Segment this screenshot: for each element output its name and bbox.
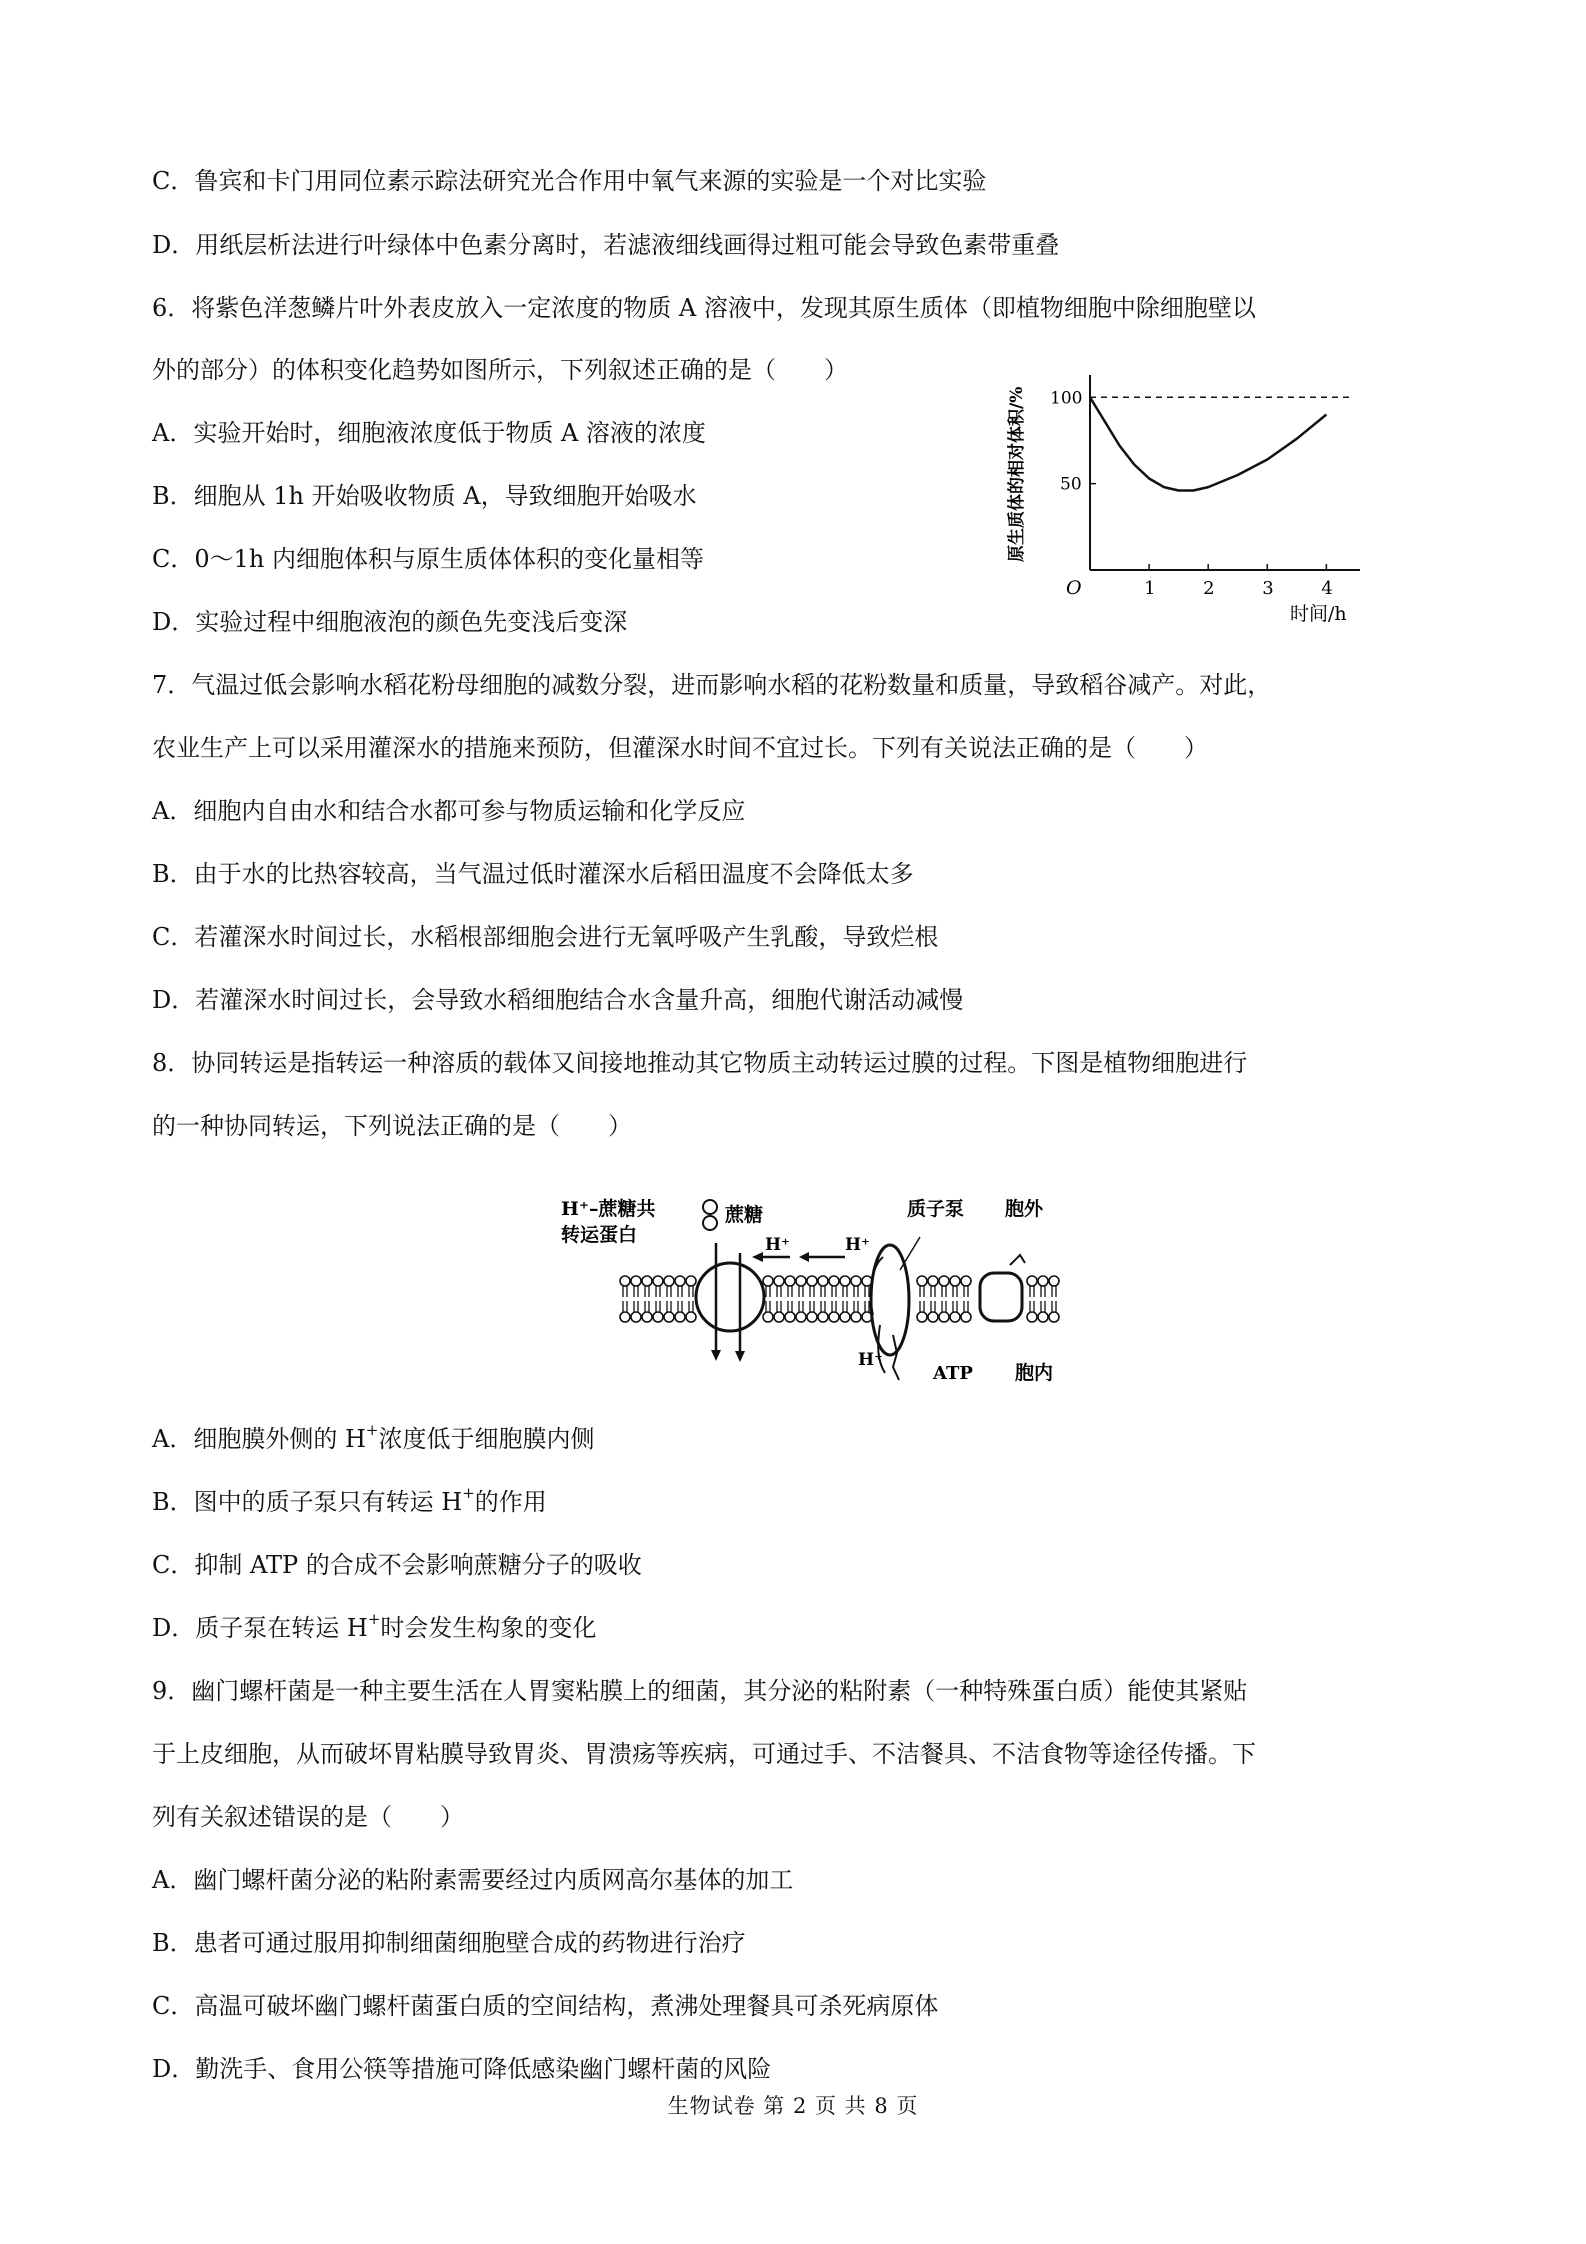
phospholipid-head: [785, 1312, 795, 1322]
h-label-bottom: H⁺: [858, 1350, 884, 1370]
phospholipid-head: [928, 1312, 938, 1322]
q9-option-d: D．勤洗手、食用公筷等措施可降低感染幽门螺杆菌的风险: [152, 2055, 772, 2083]
phospholipid-head: [950, 1312, 960, 1322]
q6-option-d: D．实验过程中细胞液泡的颜色先变浅后变深: [152, 608, 628, 636]
phospholipid-tail: [667, 1301, 671, 1312]
phospholipid-head: [950, 1276, 960, 1286]
q7-option-c: C．若灌深水时间过长，水稻根部细胞会进行无氧呼吸产生乳酸，导致烂根: [152, 923, 939, 951]
phospholipid-head: [939, 1312, 949, 1322]
cotransporter-label-1: H⁺–蔗糖共: [561, 1198, 656, 1220]
phospholipid-tail: [656, 1301, 660, 1312]
phospholipid-tail: [667, 1286, 671, 1297]
phospholipid-tail: [821, 1286, 825, 1297]
phospholipid-head: [686, 1276, 696, 1286]
membrane-protein: [980, 1273, 1022, 1321]
phospholipid-tail: [799, 1286, 803, 1297]
q7-stem-line1: 7．气温过低会影响水稻花粉母细胞的减数分裂，进而影响水稻的花粉数量和质量，导致稻谷减产。对此，: [152, 671, 1272, 699]
q7-option-b: B．由于水的比热容较高，当气温过低时灌深水后稻田温度不会降低太多: [152, 860, 914, 888]
phospholipid-head: [774, 1276, 784, 1286]
phospholipid-head: [620, 1276, 630, 1286]
x-tick-label: 3: [1262, 578, 1274, 599]
phospholipid-tail: [766, 1301, 770, 1312]
phospholipid-head: [642, 1312, 652, 1322]
q9-stem-line1: 9．幽门螺杆菌是一种主要生活在人胃窦粘膜上的细菌，其分泌的粘附素（一种特殊蛋白质）能使其紧贴: [152, 1677, 1248, 1705]
y-tick-label: 100: [1050, 388, 1083, 409]
phospholipid-tail: [931, 1286, 935, 1297]
phospholipid-head: [796, 1276, 806, 1286]
phospholipid-tail: [623, 1301, 627, 1312]
sucrose-molecule-icon: [703, 1200, 717, 1214]
phospholipid-tail: [777, 1301, 781, 1312]
q9-option-b: B．患者可通过服用抑制细菌细胞壁合成的药物进行治疗: [152, 1929, 746, 1957]
q5-option-d: D．用纸层析法进行叶绿体中色素分离时，若滤液细线画得过粗可能会导致色素带重叠: [152, 231, 1060, 259]
phospholipid-tail: [777, 1286, 781, 1297]
phospholipid-tail: [634, 1301, 638, 1312]
q9-stem-line2: 于上皮细胞，从而破坏胃粘膜导致胃炎、胃溃疡等疾病，可通过手、不洁餐具、不洁食物等途径传播。下: [152, 1740, 1256, 1768]
phospholipid-head: [796, 1312, 806, 1322]
phospholipid-tail: [1052, 1301, 1056, 1312]
proton-pump-label: 质子泵: [907, 1198, 965, 1220]
proton-pump: [871, 1245, 909, 1355]
phospholipid-tail: [1030, 1286, 1034, 1297]
phospholipid-tail: [942, 1286, 946, 1297]
q9-stem-line3: 列有关叙述错误的是（ ）: [152, 1803, 464, 1831]
q8-option-a: A．细胞膜外侧的 H+浓度低于细胞膜内侧: [152, 1421, 595, 1453]
phospholipid-tail: [788, 1286, 792, 1297]
phospholipid-tail: [1052, 1286, 1056, 1297]
phospholipid-tail: [953, 1286, 957, 1297]
phospholipid-tail: [832, 1286, 836, 1297]
phospholipid-tail: [810, 1286, 814, 1297]
phospholipid-head: [917, 1312, 927, 1322]
y-axis-label: 原生质体的相对体积/%: [1007, 386, 1027, 562]
phospholipid-tail: [678, 1301, 682, 1312]
x-tick-label: 1: [1144, 578, 1156, 599]
phospholipid-tail: [942, 1301, 946, 1312]
h-label-left: H⁺: [765, 1235, 791, 1255]
phospholipid-head: [1049, 1276, 1059, 1286]
phospholipid-head: [675, 1312, 685, 1322]
q6-stem-line2: 外的部分）的体积变化趋势如图所示，下列叙述正确的是（ ）: [152, 356, 848, 384]
x-tick-label: 2: [1203, 578, 1215, 599]
phospholipid-tail: [788, 1301, 792, 1312]
phospholipid-tail: [678, 1286, 682, 1297]
phospholipid-head: [763, 1276, 773, 1286]
phospholipid-head: [675, 1276, 685, 1286]
phospholipid-head: [851, 1276, 861, 1286]
phospholipid-head: [1027, 1312, 1037, 1322]
x-tick-label: 4: [1321, 578, 1333, 599]
phospholipid-head: [620, 1312, 630, 1322]
phospholipid-tail: [656, 1286, 660, 1297]
phospholipid-tail: [645, 1301, 649, 1312]
phospholipid-head: [763, 1312, 773, 1322]
q6-option-b: B．细胞从 1h 开始吸收物质 A，导致细胞开始吸水: [152, 482, 697, 510]
phospholipid-tail: [810, 1301, 814, 1312]
phospholipid-head: [653, 1276, 663, 1286]
phospholipid-tail: [920, 1301, 924, 1312]
phospholipid-tail: [964, 1301, 968, 1312]
phospholipid-tail: [854, 1301, 858, 1312]
phospholipid-head: [653, 1312, 663, 1322]
x-axis-label: 时间/h: [1290, 603, 1347, 625]
q7-stem-line2: 农业生产上可以采用灌深水的措施来预防，但灌深水时间不宜过长。下列有关说法正确的是（ ）: [152, 734, 1208, 762]
phospholipid-tail: [623, 1286, 627, 1297]
phospholipid-head: [851, 1312, 861, 1322]
q6-stem-line1: 6．将紫色洋葱鳞片叶外表皮放入一定浓度的物质 A 溶液中，发现其原生质体（即植物细胞中除细胞壁以: [152, 294, 1256, 322]
phospholipid-tail: [634, 1286, 638, 1297]
q8-option-c: C．抑制 ATP 的合成不会影响蔗糖分子的吸收: [152, 1551, 642, 1579]
phospholipid-head: [917, 1276, 927, 1286]
data-series-line: [1090, 397, 1326, 490]
phospholipid-head: [840, 1312, 850, 1322]
y-tick-label: 50: [1060, 474, 1082, 495]
phospholipid-head: [631, 1276, 641, 1286]
phospholipid-head: [1027, 1276, 1037, 1286]
phospholipid-head: [840, 1276, 850, 1286]
q8-option-b: B．图中的质子泵只有转运 H+的作用: [152, 1484, 547, 1516]
phospholipid-head: [829, 1276, 839, 1286]
phospholipid-tail: [920, 1286, 924, 1297]
q7-option-d: D．若灌深水时间过长，会导致水稻细胞结合水含量升高，细胞代谢活动减慢: [152, 986, 964, 1014]
phospholipid-head: [928, 1276, 938, 1286]
phospholipid-head: [818, 1312, 828, 1322]
phospholipid-tail: [799, 1301, 803, 1312]
q9-option-c: C．高温可破坏幽门螺杆菌蛋白质的空间结构，煮沸处理餐具可杀死病原体: [152, 1992, 939, 2020]
phospholipid-head: [686, 1312, 696, 1322]
phospholipid-head: [818, 1276, 828, 1286]
phospholipid-head: [807, 1312, 817, 1322]
phospholipid-head: [939, 1276, 949, 1286]
phospholipid-head: [807, 1276, 817, 1286]
phospholipid-tail: [931, 1301, 935, 1312]
origin-label: O: [1066, 577, 1082, 599]
phospholipid-tail: [821, 1301, 825, 1312]
phospholipid-head: [642, 1276, 652, 1286]
h-label-right: H⁺: [845, 1235, 871, 1255]
q7-option-a: A．细胞内自由水和结合水都可参与物质运输和化学反应: [152, 797, 746, 825]
sucrose-label: 蔗糖: [725, 1204, 764, 1226]
phospholipid-tail: [766, 1286, 770, 1297]
phospholipid-tail: [645, 1286, 649, 1297]
phospholipid-tail: [865, 1286, 869, 1297]
q8-stem-line2: 的一种协同转运，下列说法正确的是（ ）: [152, 1112, 632, 1140]
phospholipid-head: [961, 1312, 971, 1322]
q6-option-c: C．0～1h 内细胞体积与原生质体体积的变化量相等: [152, 545, 704, 573]
phospholipid-head: [774, 1312, 784, 1322]
cotransporter-protein: [696, 1263, 764, 1331]
phospholipid-tail: [843, 1286, 847, 1297]
phospholipid-tail: [832, 1301, 836, 1312]
cotransport-membrane-diagram: [555, 1185, 1075, 1400]
atp-label: ATP: [933, 1363, 973, 1384]
q6-option-a: A．实验开始时，细胞液浓度低于物质 A 溶液的浓度: [152, 419, 706, 447]
phospholipid-tail: [953, 1301, 957, 1312]
protoplast-volume-chart: [1000, 360, 1380, 625]
phospholipid-tail: [1041, 1286, 1045, 1297]
phospholipid-tail: [865, 1301, 869, 1312]
cotransporter-label-2: 转运蛋白: [561, 1224, 638, 1246]
outside-label: 胞外: [1005, 1198, 1044, 1220]
q9-option-a: A．幽门螺杆菌分泌的粘附素需要经过内质网高尔基体的加工: [152, 1866, 794, 1894]
phospholipid-tail: [689, 1301, 693, 1312]
phospholipid-tail: [1030, 1301, 1034, 1312]
phospholipid-tail: [854, 1286, 858, 1297]
phospholipid-head: [961, 1276, 971, 1286]
q8-option-d: D．质子泵在转运 H+时会发生构象的变化: [152, 1610, 597, 1642]
phospholipid-tail: [843, 1301, 847, 1312]
phospholipid-head: [829, 1312, 839, 1322]
phospholipid-tail: [1041, 1301, 1045, 1312]
phospholipid-head: [664, 1312, 674, 1322]
phospholipid-tail: [964, 1286, 968, 1297]
inside-label: 胞内: [1015, 1362, 1054, 1384]
page-footer: 生物试卷 第 2 页 共 8 页: [667, 2094, 919, 2118]
q8-stem-line1: 8．协同转运是指转运一种溶质的载体又间接地推动其它物质主动转运过膜的过程。下图是植物细胞进行: [152, 1049, 1248, 1077]
phospholipid-head: [785, 1276, 795, 1286]
phospholipid-head: [1038, 1276, 1048, 1286]
phospholipid-head: [664, 1276, 674, 1286]
phospholipid-head: [1038, 1312, 1048, 1322]
q5-option-c: C．鲁宾和卡门用同位素示踪法研究光合作用中氧气来源的实验是一个对比实验: [152, 167, 987, 195]
phospholipid-tail: [689, 1286, 693, 1297]
phospholipid-head: [631, 1312, 641, 1322]
phospholipid-head: [1049, 1312, 1059, 1322]
